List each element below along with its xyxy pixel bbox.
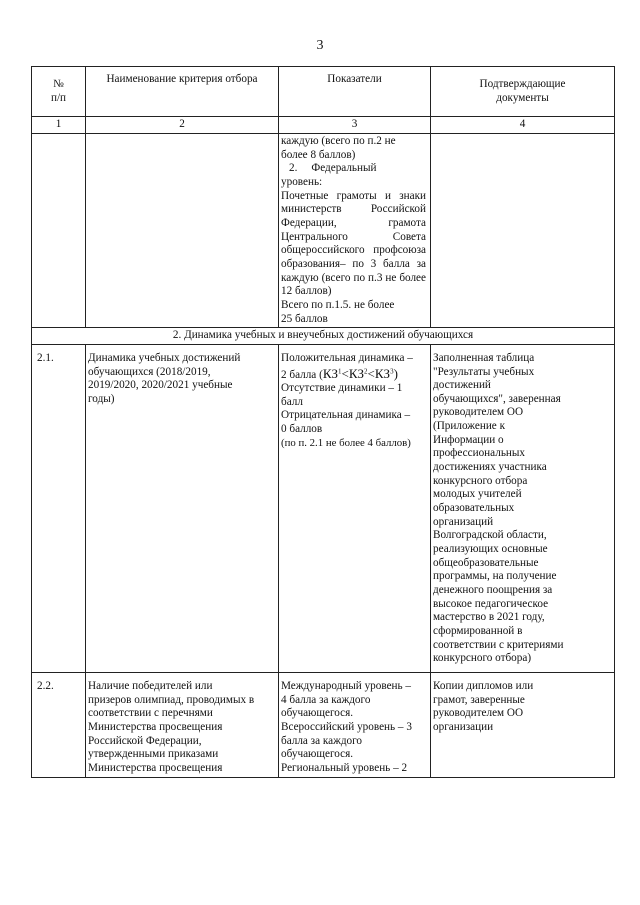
section-2-title: 2. Динамика учебных и внеучебных достижений обучающихся [32,328,615,345]
row-2-2-ind-line4: Всероссийский уровень – 3 [281,720,412,733]
kz-sup-2: 2 [364,366,368,375]
header-indicators-text: Показатели [327,73,382,85]
continuation-criterion-cell [86,134,279,328]
row-2-2-criterion-line2: призеров олимпиад, проводимых в [88,693,255,706]
row-2-2-ind-line7: Региональный уровень – 2 [281,761,408,774]
none-line1: Отсутствие динамики – 1 [281,382,403,395]
header-criterion [86,67,279,117]
continuation-documents-cell [431,134,615,328]
row-2-2-ind-line5: балла за каждого [281,734,363,747]
header-criterion-text: Наименование критерия отбора [106,73,258,85]
doc-line-4: обучающихся", заверенная [433,392,561,405]
doc-line-21: сформированной в [433,624,523,637]
federal-title-2: уровень: [281,175,323,188]
continuation-row [32,134,615,328]
row-2-1-num: 2.1. [32,344,86,672]
page-number: 3 [316,38,324,53]
column-number-1: 1 [32,117,86,134]
negative-line2: 0 баллов [281,423,323,436]
doc-line-12: образовательных [433,502,515,515]
column-number-4: 4 [431,117,615,134]
doc-line-6: (Приложение к [433,420,506,433]
doc-line-9: достижениях участника [433,461,547,474]
row-2-2-documents [431,672,615,777]
positive-prefix: 2 балла ( [281,368,323,381]
positive-line2 [281,366,428,383]
positive-line1: Положительная динамика – [281,351,413,364]
table-header-row [32,67,615,117]
doc-line-16: общеобразовательные [433,556,539,569]
column-number-row [32,117,615,134]
doc-line-19: высокое педагогическое [433,597,549,610]
row-2-1-criterion-line4: годы) [88,392,115,405]
kz-sup-3: 3 [390,366,394,375]
none-line2: балл [281,395,303,408]
doc-line-23: конкурсного отбора) [433,652,532,665]
kz-3: КЗ [374,365,391,381]
header-documents-line2: документы [496,91,549,104]
lt-1: < [341,365,349,381]
row-2-2-ind-line3: обучающегося. [281,707,354,720]
doc-line-22: соответствии с критериями [433,638,564,651]
doc-line-8: профессиональных [433,447,526,460]
row-2-2-indicators [279,672,431,777]
row-2-1-criterion [86,344,279,672]
row-2-2-ind-line1: Международный уровень – [281,679,412,692]
row-2-2-doc-line3: руководителем ОО [433,707,524,720]
row-2-2-criterion-line5: Российской Федерации, [88,734,202,747]
doc-line-5: руководителем ОО [433,406,524,419]
row-2-2-num: 2.2. [32,672,86,777]
doc-line-20: мастерство в 2021 году, [433,611,545,624]
column-number-2: 2 [86,117,279,134]
header-documents [431,67,615,117]
row-2-2-criterion [86,672,279,777]
total-line-1: Всего по п.1.5. не более [281,298,395,311]
lt-2: < [367,365,375,381]
row-2-1-criterion-line2: обучающихся (2018/2019, [88,365,211,378]
row-2-2-criterion-line3: соответствии с перечнями [88,707,213,720]
kz-2: КЗ [348,365,365,381]
row-2-2 [32,672,615,777]
row-2-1 [32,344,615,672]
doc-line-14: Волгоградской области, [433,529,547,542]
doc-line-11: молодых учителей [433,488,522,501]
row-2-1-criterion-line3: 2019/2020, 2020/2021 учебные [88,379,233,392]
continuation-line-1: каждую (всего по п.2 не [281,135,396,147]
doc-line-3: достижений [433,379,491,392]
row-2-1-documents [431,344,615,672]
header-indicators [279,67,431,117]
doc-line-1: Заполненная таблица [433,351,535,364]
row-2-2-doc-line1: Копии дипломов или [433,679,534,692]
row-2-2-criterion-line7: Министерства просвещения [88,761,223,774]
header-num-line1: № [53,77,64,90]
kz-1: КЗ [322,365,338,381]
total-line-2: 25 баллов [281,312,328,325]
doc-line-17: программы, на получение [433,570,557,583]
doc-line-13: организаций [433,515,494,528]
row-2-2-doc-line2: грамот, заверенные [433,693,525,706]
doc-line-18: денежного поощрения за [433,584,553,596]
row-2-2-doc-line4: организации [433,720,494,733]
doc-line-2: "Результаты учебных [433,365,535,378]
negative-line1: Отрицательная динамика – [281,409,411,422]
close-paren: ) [393,365,398,381]
continuation-line-2: более 8 баллов) [281,148,356,161]
section-2-row [32,328,615,345]
row-2-1-indicators [279,344,431,672]
row-2-2-criterion-line6: утвержденными приказами [88,748,219,761]
doc-line-10: конкурсного отбора [433,474,528,487]
limit-line: (по п. 2.1 не более 4 баллов) [281,436,411,449]
column-number-3: 3 [279,117,431,134]
federal-title: 2. Федеральный [289,162,377,175]
row-2-2-ind-line6: обучающегося. [281,748,354,761]
continuation-indicators-cell [279,134,431,328]
doc-line-7: Информации о [433,433,504,446]
row-2-2-ind-line2: 4 балла за каждого [281,693,371,706]
kz-sup-1: 1 [338,366,342,375]
row-2-2-criterion-line4: Министерства просвещения [88,720,223,733]
header-documents-line1: Подтверждающие [479,77,566,90]
row-2-1-criterion-line1: Динамика учебных достижений [88,351,241,364]
header-num [32,67,86,117]
header-num-line2: п/п [50,91,67,104]
doc-line-15: реализующих основные [433,543,548,556]
row-2-2-criterion-line1: Наличие победителей или [88,679,213,692]
federal-text: Почетные грамоты и знаки министерств Российской Федерации, грамота Центрального Совета общероссийского профсоюза образования– по 3 балла за каждую (всего по п.3 не более 12 баллов) [281,189,426,298]
continuation-num-cell [32,134,86,328]
criteria-table [31,66,615,778]
